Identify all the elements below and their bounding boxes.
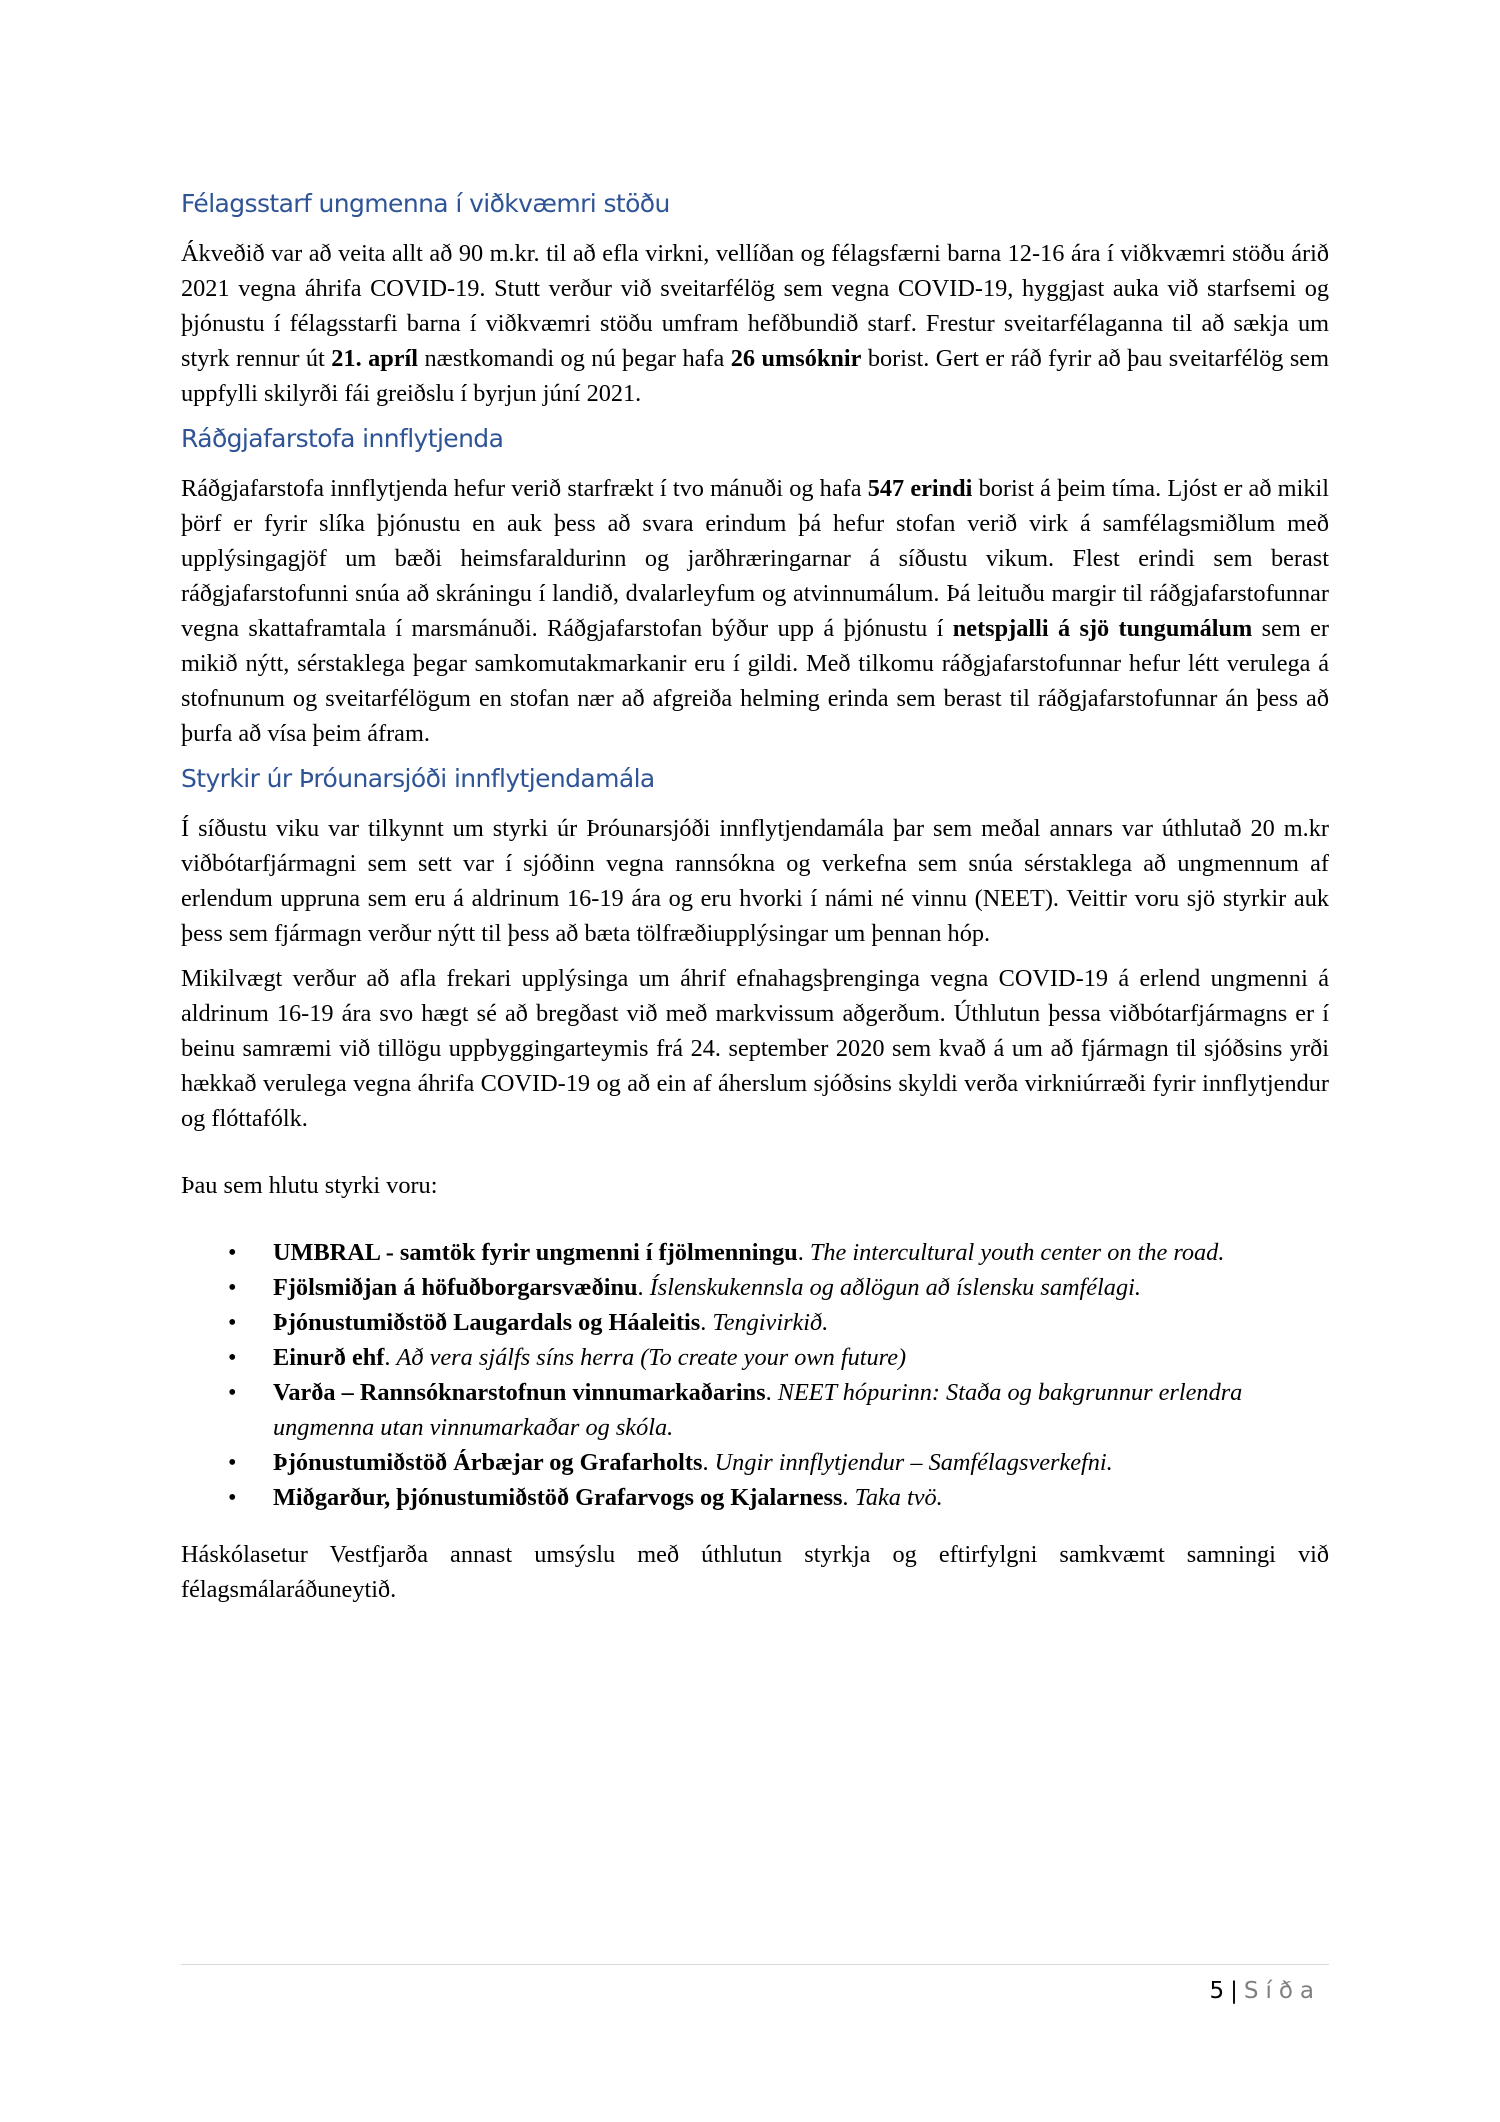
bullet-icon: • xyxy=(228,1449,237,1476)
grant-project: Taka tvö. xyxy=(854,1484,943,1511)
spacer xyxy=(181,1515,1329,1537)
bullet-icon: • xyxy=(228,1379,237,1406)
list-item: • UMBRAL - samtök fyrir ungmenni í fjölmenningu. The intercultural youth center on the road. xyxy=(273,1235,1329,1270)
text-run: borist. Gert er ráð fyrir að þau sveitarfélög sem uppfylli skilyrði fái greiðslu í byrjun júní 2021. xyxy=(181,345,1329,407)
grant-project: The intercultural youth center on the road. xyxy=(809,1239,1225,1266)
text-run: Ákveðið var að veita allt að 90 m.kr. til að efla virkni, vellíðan og félagsfærni barna 12-16 ára í viðkvæmri stöðu árið 2021 vegna áhrifa COVID-19. Stutt verður við sveitarfélög sem vegna COVID-19, hyggjast auka við starfsemi og þjónustu í félagsstarfi barna í viðkvæmri stöðu umfram hefðbundið starf. Frestur sveitarfélaganna til að sækja um styrk rennur út xyxy=(181,240,1329,372)
closing-paragraph: Háskólasetur Vestfjarða annast umsýslu með úthlutun styrkja og eftirfylgni samkvæmt samningi við félagsmálaráðuneytið. xyxy=(181,1541,1329,1603)
grant-list xyxy=(181,1235,1329,1515)
section-heading-styrkir: Styrkir úr Þróunarsjóði innflytjendamála xyxy=(181,764,655,793)
bullet-icon: • xyxy=(228,1274,237,1301)
grant-org: Þjónustumiðstöð Árbæjar og Grafarholts xyxy=(273,1449,703,1476)
list-intro: Þau sem hlutu styrki voru: xyxy=(181,1172,438,1199)
list-item: • Einurð ehf. Að vera sjálfs síns herra (To create your own future) xyxy=(273,1340,1329,1375)
list-item: • Miðgarður, þjónustumiðstöð Grafarvogs og Kjalarness. Taka tvö. xyxy=(273,1480,1329,1515)
spacer xyxy=(181,1146,1329,1168)
bold-inquiries-count: 547 erindi xyxy=(867,475,973,502)
list-item: • Þjónustumiðstöð Árbæjar og Grafarholts. Ungir innflytjendur – Samfélagsverkefni. xyxy=(273,1445,1329,1480)
bullet-icon: • xyxy=(228,1484,237,1511)
grant-project: NEET hópurinn: Staða og bakgrunnur erlendra ungmenna utan vinnumarkaðar og skóla. xyxy=(273,1379,1243,1441)
bold-applications-count: 26 umsóknir xyxy=(730,345,862,372)
page-footer xyxy=(1209,1978,1321,2004)
grant-project: Að vera sjálfs síns herra (To create your own future) xyxy=(396,1344,907,1371)
grant-org: UMBRAL - samtök fyrir ungmenni í fjölmenningu xyxy=(273,1239,798,1266)
grant-project: Íslenskukennsla og aðlögun að íslensku samfélagi. xyxy=(649,1274,1141,1301)
grant-project: Tengivirkið. xyxy=(712,1309,829,1336)
grant-org: Fjölsmiðjan á höfuðborgarsvæðinu xyxy=(273,1274,638,1301)
text-run: Mikilvægt verður að afla frekari upplýsinga um áhrif efnahagsþrenginga vegna COVID-19 á erlend ungmenni á aldrinum 16-19 ára svo hægt sé að bregðast við með markvissum aðgerðum. Úthlutun þessa viðbótarfjármagns er í beinu samræmi við tillögu uppbyggingarteymis frá 24. september 2020 sem kvað á um að fjármagn til sjóðsins yrði hækkað verulega vegna áhrifa COVID-19 og að ein af áherslum sjóðsins skyldi verða virkniúrræði fyrir innflytjendur og flóttafólk. xyxy=(181,965,1329,1132)
footer-separator: | xyxy=(1230,1978,1238,2004)
paragraph xyxy=(181,236,1329,411)
spacer xyxy=(181,1213,1329,1235)
paragraph xyxy=(181,961,1329,1136)
grant-org: Varða – Rannsóknarstofnun vinnumarkaðarins xyxy=(273,1379,766,1406)
grant-org: Þjónustumiðstöð Laugardals og Háaleitis xyxy=(273,1309,701,1336)
text-run: Ráðgjafarstofa innflytjenda hefur verið starfrækt í tvo mánuði og hafa xyxy=(181,475,868,502)
page-word: Síða xyxy=(1243,1978,1321,2004)
grant-project: Ungir innflytjendur – Samfélagsverkefni. xyxy=(714,1449,1113,1476)
bold-deadline: 21. apríl xyxy=(331,345,419,372)
list-item: • Varða – Rannsóknarstofnun vinnumarkaðarins. NEET hópurinn: Staða og bakgrunnur erlendra ungmenna utan vinnumarkaðar og skóla. xyxy=(273,1375,1329,1445)
bullet-icon: • xyxy=(228,1239,237,1266)
section-heading-felagsstarf: Félagsstarf ungmenna í viðkvæmri stöðu xyxy=(181,189,670,218)
list-item: • Þjónustumiðstöð Laugardals og Háaleitis. Tengivirkið. xyxy=(273,1305,1329,1340)
paragraph xyxy=(181,471,1329,751)
grant-org: Miðgarður, þjónustumiðstöð Grafarvogs og Kjalarness xyxy=(273,1484,843,1511)
text-run: sem er mikið nýtt, sérstaklega þegar samkomutakmarkanir eru í gildi. Með tilkomu ráðgjafarstofunnar hefur létt verulega á stofnunum og sveitarfélögum en stofan nær að afgreiða helming erinda sem berast til ráðgjafarstofunnar án þess að þurfa að vísa þeim áfram. xyxy=(181,615,1329,747)
bullet-icon: • xyxy=(228,1309,237,1336)
page-content xyxy=(181,186,1329,1617)
paragraph xyxy=(181,811,1329,951)
grant-org: Einurð ehf xyxy=(273,1344,385,1371)
list-item: • Fjölsmiðjan á höfuðborgarsvæðinu. Íslenskukennsla og aðlögun að íslensku samfélagi. xyxy=(273,1270,1329,1305)
text-run: Í síðustu viku var tilkynnt um styrki úr Þróunarsjóði innflytjendamála þar sem meðal annars var úthlutað 20 m.kr viðbótarfjármagni sem sett var í sjóðinn vegna rannsókna og verkefna sem snúa sérstaklega að ungmennum af erlendum uppruna sem eru á aldrinum 16-19 ára og eru hvorki í námi né vinnu (NEET). Veittir voru sjö styrkir auk þess sem fjármagn verður nýtt til þess að bæta tölfræðiupplýsingar um þennan hóp. xyxy=(181,815,1329,947)
section-heading-radgjafarstofa: Ráðgjafarstofa innflytjenda xyxy=(181,424,504,453)
text-run: næstkomandi og nú þegar hafa xyxy=(418,345,731,372)
page-number: 5 xyxy=(1209,1978,1225,2004)
bold-chat-languages: netspjalli á sjö tungumálum xyxy=(952,615,1253,642)
bullet-icon: • xyxy=(228,1344,237,1371)
text-run: borist á þeim tíma. Ljóst er að mikil þörf er fyrir slíka þjónustu en auk þess að svara erindum þá hefur stofan verið virk á samfélagsmiðlum með upplýsingagjöf um bæði heimsfaraldurinn og jarðhræringarnar á síðustu vikum. Flest erindi sem berast ráðgjafarstofunni snúa að skráningu í landið, dvalarleyfum og atvinnumálum. Þá leituðu margir til ráðgjafarstofunnar vegna skattaframtala í marsmánuði. Ráðgjafarstofan býður upp á þjónustu í xyxy=(181,475,1329,642)
footer-rule xyxy=(181,1964,1329,1965)
